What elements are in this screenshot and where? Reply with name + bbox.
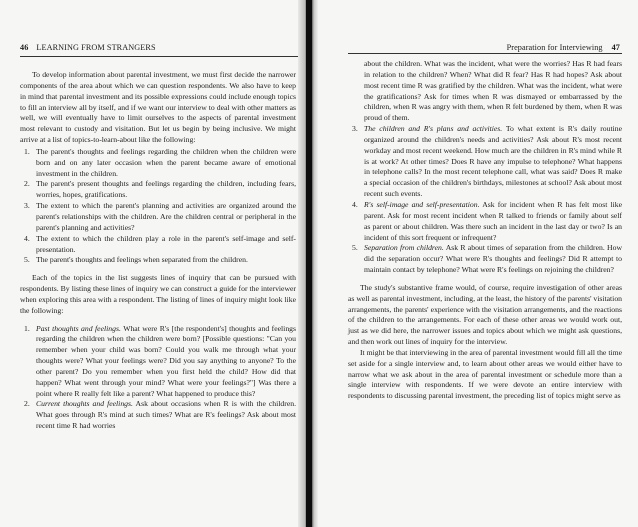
topic-item: 3. The extent to which the parent's planning and activities are organized around the parent's relationships with the children. Are the children central or peripheral in the parent's planning and activities? bbox=[24, 201, 296, 232]
inquiry-item: 5. Separation from children. Ask R about times of separation from the children. How did the separation occur? What were R's thoughts and feelings? Did R attempt to maintain contact by telephone? What were R's feelings on rejoining the children? bbox=[352, 243, 622, 275]
inquiry-item: 3. The children and R's plans and activities. To what extent is R's daily routine organized around the children's needs and activities? Ask about R's most recent workday and most recent weekend. How much are the children in R's mind while R is at work? At other times? Does R have any impulse to telephone? What happens in telephone calls? In the most recent telephone call, what was said? Does R make a special occasion of the children's birthdays, milestones at school? Ask about most recent such events. bbox=[352, 124, 622, 199]
right-paragraph-1: The study's substantive frame would, of course, require investigation of other areas as well as parental investment, including, at the least, the history of the parents' visitation arrangements, the parents' experience with the visitation arrangements, and the reactions of the children to the arrangements. For each of these other areas we would work out, just as we did here, the narrower issues and topics about which we might ask questions, and then work out lines of inquiry for the interview. bbox=[348, 282, 623, 347]
inquiry-title: The children and R's plans and activities. bbox=[364, 124, 503, 134]
topic-item: 4. The extent to which the children play a role in the parent's self-image and self-presentation. bbox=[24, 233, 296, 254]
left-page-number: 46 bbox=[20, 43, 29, 52]
left-running-head-title: LEARNING FROM STRANGERS bbox=[36, 43, 156, 52]
second-paragraph: Each of the topics in the list suggests lines of inquiry that can be pursued with respondents. By listing these lines of inquiry we can construct a guide for the interviewer when exploring this area with a respondent. The listing of lines of inquiry might look like the following: bbox=[20, 273, 296, 315]
topic-item: 2. The parent's present thoughts and feelings regarding the children, including fears, worries, hopes, gratifications. bbox=[24, 179, 296, 200]
inquiry-title: Past thoughts and feelings. bbox=[36, 323, 121, 333]
inquiry-title: R's self-image and self-presentation. bbox=[364, 199, 480, 209]
right-page bbox=[318, 0, 638, 527]
inquiry-list-right bbox=[348, 124, 622, 276]
inquiry-title: Current thoughts and feelings. bbox=[36, 399, 133, 409]
right-running-head bbox=[507, 43, 620, 52]
inquiry-list-left bbox=[20, 324, 296, 432]
inquiry-item: 1. Past thoughts and feelings. What were R's [the respondent's] thoughts and feelings regarding the children when the children were born? [Possible questions: "Can you remember when your child was born? Could you walk me through what your thoughts were? What your feelings were? Did you say anything to anyone? To the other parent? Do you remember when you first held the child? How did that happen? What went through your mind? What were your feelings?"] Was there a point where R really felt like a parent? What happened to produce this? bbox=[24, 323, 296, 398]
right-header-rule bbox=[348, 53, 622, 54]
left-running-head bbox=[20, 43, 156, 52]
topics-list bbox=[20, 147, 296, 266]
topic-item: 1. The parent's thoughts and feelings regarding the children when the children were born and on any later occasion when the parent became aware of emotional investment in the children. bbox=[24, 146, 296, 178]
right-paragraph-2: It might be that interviewing in the area of parental investment would fill all the time set aside for a single interview and, to learn about other areas we would either have to narrow what we ask about in the area of parental investment or schedule more than a single interview with respondents. If we were devote an entire interview with respondents to discussing parental investment, the preceding list of topics might serve as bbox=[348, 347, 622, 401]
right-running-head-title: Preparation for Interviewing bbox=[506, 43, 603, 52]
left-header-rule bbox=[20, 56, 298, 57]
book-spine-shadow bbox=[306, 0, 312, 527]
intro-paragraph: To develop information about parental investment, we must first decide the narrower components of the area about which we can question respondents. We also have to keep in mind that parental investment and its possible expressions could include enough topics to fill an interview all by itself, and if we want our interview to deal with other matters as well, we will eventually have to limit ourselves to the aspects of parental investment most relevant to custody and visitation. But let us begin by being inclusive. We might arrive at a list of topics-to-learn-about like the following: bbox=[20, 70, 296, 145]
right-body-text bbox=[348, 59, 622, 402]
inquiry-item: 4. R's self-image and self-presentation. Ask for incident when R has felt most like parent. Ask for most recent incident when R talked to friends or family about self as parent or about children. Was there such an incident in the last day or two? Is an incident of this sort frequent or infrequent? bbox=[352, 199, 622, 242]
inquiry-title: Separation from children. bbox=[364, 243, 444, 253]
topic-item: 5. The parent's thoughts and feelings when separated from the children. bbox=[24, 255, 248, 265]
left-page bbox=[0, 0, 306, 527]
continuation-text: about the children. What was the incident, what were the worries? Has R had fears in relation to the children? When? What did R fear? Has R had hopes? Ask about most recent time R was gratified by the children. What was the incident, what were the gratifications? Ask for times when R was dismayed or embarrassed by the children, when R was angry with them, when R felt burdened by them, when R was proud of them. bbox=[364, 59, 622, 123]
left-body-text bbox=[20, 70, 296, 432]
inquiry-item: 2. Current thoughts and feelings. Ask about occasions when R is with the children. What goes through R's mind at such times? What are R's feelings? Ask about most recent time R had worries bbox=[24, 399, 296, 431]
right-page-number: 47 bbox=[611, 43, 620, 52]
